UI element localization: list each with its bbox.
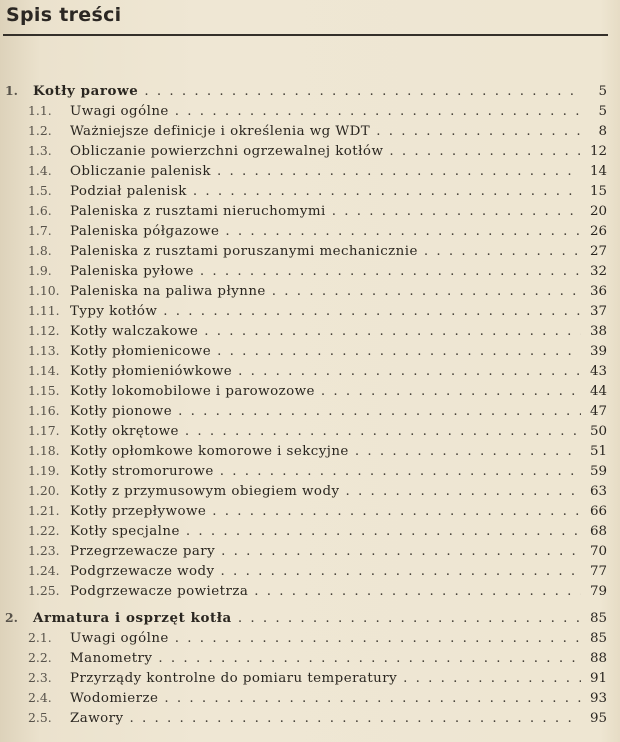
toc-entry-1-3 xyxy=(28,143,607,162)
dot-leader xyxy=(129,711,581,726)
toc-page-number: 14 xyxy=(589,164,607,179)
toc-page-number: 88 xyxy=(589,651,607,666)
toc-entry-1-19 xyxy=(28,463,607,482)
dot-leader xyxy=(424,244,581,259)
dot-leader xyxy=(185,424,581,439)
toc-label: Przegrzewacze pary xyxy=(70,544,216,559)
toc-label: Kotły walczakowe xyxy=(70,324,199,339)
dot-leader xyxy=(217,164,581,179)
toc-page-number: 68 xyxy=(589,524,607,539)
toc-entry-1-25 xyxy=(28,583,607,602)
toc-page-number: 51 xyxy=(589,444,607,459)
dot-leader xyxy=(164,691,581,706)
toc-label: Typy kotłów xyxy=(70,304,158,319)
toc-entry-1-12 xyxy=(28,323,607,342)
dot-leader xyxy=(186,524,581,539)
toc-entry-1-16 xyxy=(28,403,607,422)
toc-number: 1.19. xyxy=(28,463,60,478)
toc-page-number: 12 xyxy=(589,144,607,159)
dot-leader xyxy=(345,484,581,499)
toc-label: Obliczanie powierzchni ogrzewalnej kotłów xyxy=(70,144,384,159)
toc-label: Kotły pionowe xyxy=(70,404,173,419)
toc-page-number: 47 xyxy=(589,404,607,419)
toc-page-number: 20 xyxy=(589,204,607,219)
toc-label: Paleniska z rusztami poruszanymi mechanicznie xyxy=(70,244,418,259)
toc-label: Kotły lokomobilowe i parowozowe xyxy=(70,384,315,399)
dot-leader xyxy=(158,651,581,666)
toc-page-number: 50 xyxy=(589,424,607,439)
toc-page-number: 59 xyxy=(589,464,607,479)
toc-entry-1-2 xyxy=(28,123,607,142)
toc-label: Uwagi ogólne xyxy=(70,104,169,119)
dot-leader xyxy=(238,611,581,626)
toc-page-number: 79 xyxy=(589,584,607,599)
toc-entry-1-1 xyxy=(28,103,607,122)
toc-number: 1.8. xyxy=(28,243,52,258)
toc-label: Podział palenisk xyxy=(70,184,187,199)
toc-page-number: 93 xyxy=(589,691,607,706)
toc-label: Paleniska na paliwa płynne xyxy=(70,284,266,299)
dot-leader xyxy=(200,264,581,279)
toc-number: 1.16. xyxy=(28,403,60,418)
dot-leader xyxy=(254,584,581,599)
toc-entry-1-4 xyxy=(28,163,607,182)
dot-leader xyxy=(175,631,581,646)
dot-leader xyxy=(193,184,581,199)
toc-number: 1.20. xyxy=(28,483,60,498)
toc-label: Kotły stromorurowe xyxy=(70,464,214,479)
toc-entry-2-4 xyxy=(28,690,607,709)
toc-page-number: 39 xyxy=(589,344,607,359)
toc-entry-1-22 xyxy=(28,523,607,542)
toc-page-number: 36 xyxy=(589,284,607,299)
toc-label: Przyrządy kontrolne do pomiaru temperatury xyxy=(70,671,398,686)
toc-number: 1.1. xyxy=(28,103,52,118)
dot-leader xyxy=(321,384,581,399)
toc-label: Armatura i osprzęt kotła xyxy=(33,610,232,626)
toc-label: Kotły z przymusowym obiegiem wody xyxy=(70,484,340,499)
toc-entry-2-3 xyxy=(28,670,607,689)
toc-number: 1.17. xyxy=(28,423,60,438)
toc-entry-1-23 xyxy=(28,543,607,562)
toc-label: Podgrzewacze wody xyxy=(70,564,215,579)
toc-number: 1.23. xyxy=(28,543,60,558)
toc-page-number: 15 xyxy=(589,184,607,199)
toc-page-number: 5 xyxy=(598,104,607,119)
toc-number: 2.1. xyxy=(28,630,52,645)
dot-leader xyxy=(220,464,581,479)
toc-number: 1.18. xyxy=(28,443,60,458)
toc-page-number: 70 xyxy=(589,544,607,559)
toc-page-number: 66 xyxy=(589,504,607,519)
toc-number: 2. xyxy=(5,610,18,625)
toc-label: Paleniska z rusztami nieruchomymi xyxy=(70,204,326,219)
toc-number: 1.22. xyxy=(28,523,60,538)
toc-entry-1-15 xyxy=(28,383,607,402)
toc-entry-1-7 xyxy=(28,223,607,242)
toc-label: Kotły opłomkowe komorowe i sekcyjne xyxy=(70,444,349,459)
dot-leader xyxy=(376,124,581,139)
dot-leader xyxy=(204,324,581,339)
toc-chapter-1 xyxy=(5,83,607,102)
toc-label: Ważniejsze definicje i określenia wg WDT xyxy=(70,124,371,139)
toc-number: 2.4. xyxy=(28,690,52,705)
dot-leader xyxy=(238,364,581,379)
toc-number: 1.3. xyxy=(28,143,52,158)
toc-page-number: 8 xyxy=(598,124,607,139)
toc-label: Podgrzewacze powietrza xyxy=(70,584,249,599)
toc-chapter-2 xyxy=(5,610,607,629)
dot-leader xyxy=(389,144,581,159)
toc-number: 1.9. xyxy=(28,263,52,278)
dot-leader xyxy=(163,304,581,319)
toc-label: Kotły przepływowe xyxy=(70,504,207,519)
toc-entry-1-8 xyxy=(28,243,607,262)
toc-number: 1.14. xyxy=(28,363,60,378)
toc-page-number: 91 xyxy=(589,671,607,686)
toc-entry-1-18 xyxy=(28,443,607,462)
toc-entry-1-21 xyxy=(28,503,607,522)
toc-number: 1.25. xyxy=(28,583,60,598)
dot-leader xyxy=(225,224,581,239)
dot-leader xyxy=(178,404,581,419)
toc-entry-1-6 xyxy=(28,203,607,222)
toc-label: Paleniska pyłowe xyxy=(70,264,194,279)
toc-number: 1.11. xyxy=(28,303,60,318)
toc-number: 1.21. xyxy=(28,503,60,518)
dot-leader xyxy=(217,344,581,359)
toc-number: 1.5. xyxy=(28,183,52,198)
toc-entry-1-5 xyxy=(28,183,607,202)
toc-number: 1.24. xyxy=(28,563,60,578)
toc-entry-1-10 xyxy=(28,283,607,302)
dot-leader xyxy=(221,544,581,559)
dot-leader xyxy=(332,204,581,219)
toc-page-number: 27 xyxy=(589,244,607,259)
toc-number: 2.3. xyxy=(28,670,52,685)
toc-page-number: 5 xyxy=(598,84,607,99)
toc-label: Zawory xyxy=(70,711,124,726)
dot-leader xyxy=(212,504,581,519)
toc-page-number: 77 xyxy=(589,564,607,579)
toc-page-number: 37 xyxy=(589,304,607,319)
toc-number: 1.7. xyxy=(28,223,52,238)
toc-entry-1-24 xyxy=(28,563,607,582)
dot-leader xyxy=(175,104,581,119)
toc-label: Kotły specjalne xyxy=(70,524,180,539)
toc-label: Manometry xyxy=(70,651,153,666)
toc-number: 1.12. xyxy=(28,323,60,338)
toc-page-number: 63 xyxy=(589,484,607,499)
dot-leader xyxy=(403,671,581,686)
toc-number: 1.15. xyxy=(28,383,60,398)
toc-number: 1.4. xyxy=(28,163,52,178)
toc-entry-2-2 xyxy=(28,650,607,669)
toc-page-number: 44 xyxy=(589,384,607,399)
toc-label: Kotły okrętowe xyxy=(70,424,179,439)
toc-page-number: 32 xyxy=(589,264,607,279)
dot-leader xyxy=(272,284,581,299)
toc-number: 2.5. xyxy=(28,710,52,725)
toc-label: Wodomierze xyxy=(70,691,159,706)
toc-number: 1.10. xyxy=(28,283,60,298)
toc-page-number: 26 xyxy=(589,224,607,239)
toc-label: Uwagi ogólne xyxy=(70,631,169,646)
toc-entry-1-20 xyxy=(28,483,607,502)
toc-entry-1-13 xyxy=(28,343,607,362)
toc-entry-1-14 xyxy=(28,363,607,382)
toc-entry-1-9 xyxy=(28,263,607,282)
toc-entry-2-1 xyxy=(28,630,607,649)
toc-page-number: 85 xyxy=(589,611,607,626)
title-rule xyxy=(3,34,608,36)
dot-leader xyxy=(221,564,581,579)
toc-number: 1. xyxy=(5,83,18,98)
toc-number: 1.2. xyxy=(28,123,52,138)
dot-leader xyxy=(355,444,581,459)
toc-number: 2.2. xyxy=(28,650,52,665)
toc-label: Kotły płomieniówkowe xyxy=(70,364,233,379)
toc-number: 1.13. xyxy=(28,343,60,358)
toc-entry-1-11 xyxy=(28,303,607,322)
toc-page-number: 38 xyxy=(589,324,607,339)
toc-label: Kotły płomienicowe xyxy=(70,344,212,359)
toc-page-number: 95 xyxy=(589,711,607,726)
page-title: Spis treści xyxy=(6,4,122,26)
toc-page-number: 85 xyxy=(589,631,607,646)
toc-page-number: 43 xyxy=(589,364,607,379)
toc-label: Kotły parowe xyxy=(33,83,139,99)
toc-label: Obliczanie palenisk xyxy=(70,164,211,179)
toc-number: 1.6. xyxy=(28,203,52,218)
toc-label: Paleniska półgazowe xyxy=(70,224,220,239)
toc-entry-1-17 xyxy=(28,423,607,442)
toc-entry-2-5 xyxy=(28,710,607,729)
dot-leader xyxy=(144,84,581,99)
